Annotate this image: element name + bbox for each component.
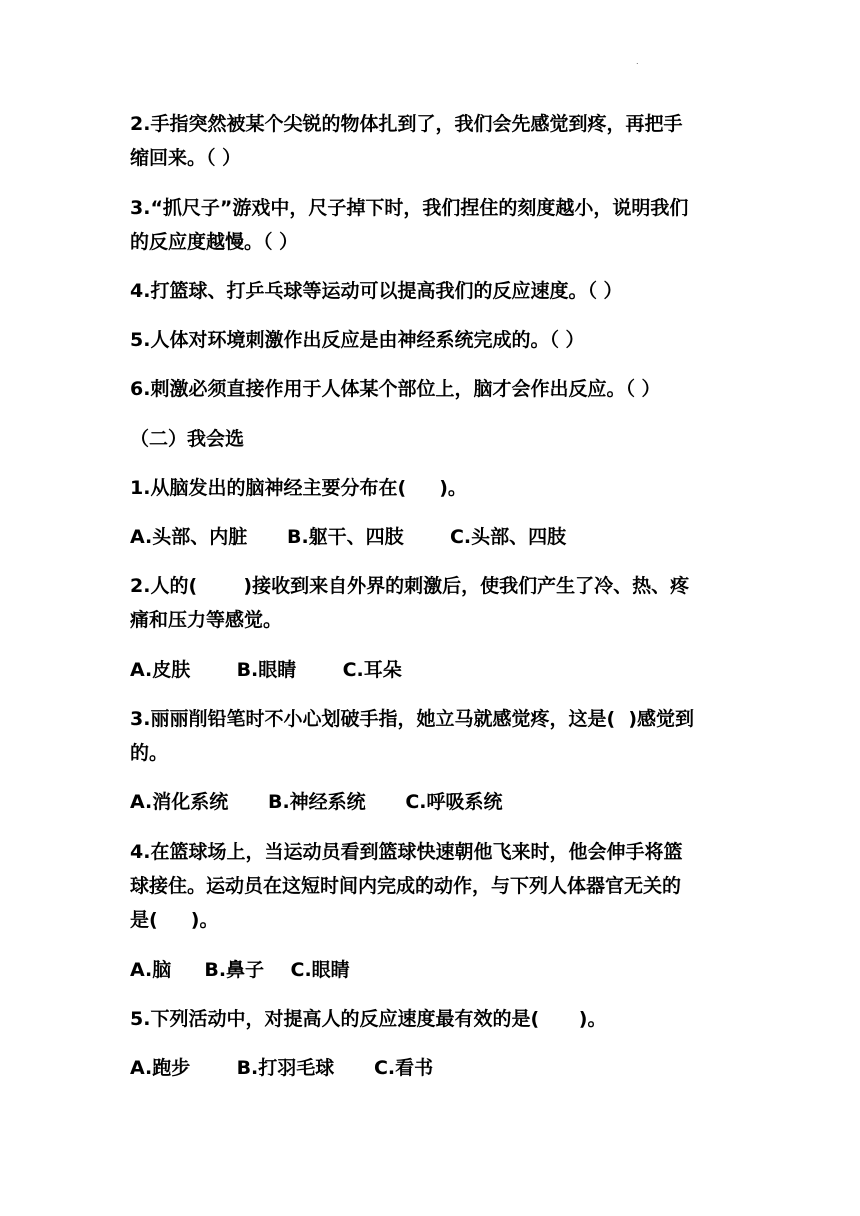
choice-question-1-options: A.头部、内脏 B.躯干、四肢 C.头部、四肢 [130, 526, 567, 548]
question-2-line-1: 2.手指突然被某个尖锐的物体扎到了，我们会先感觉到疼，再把手 [130, 113, 683, 135]
choice-question-5-options: A.跑步 B.打羽毛球 C.看书 [130, 1057, 434, 1079]
corner-mark: . [636, 57, 639, 66]
question-5: 5.人体对环境刺激作出反应是由神经系统完成的。（ ） [130, 329, 585, 351]
choice-question-3-options: A.消化系统 B.神经系统 C.呼吸系统 [130, 791, 503, 813]
choice-question-3-line-1: 3.丽丽削铅笔时不小心划破手指，她立马就感觉疼，这是( )感觉到 [130, 708, 695, 730]
choice-question-4-line-1: 4.在篮球场上，当运动员看到篮球快速朝他飞来时，他会伸手将篮 [130, 841, 683, 863]
choice-question-4-line-2: 球接住。运动员在这短时间内完成的动作，与下列人体器官无关的 [130, 875, 682, 897]
choice-question-1: 1.从脑发出的脑神经主要分布在( )。 [130, 477, 467, 499]
choice-question-3-line-2: 的。 [130, 742, 169, 764]
question-4: 4.打篮球、打乒乓球等运动可以提高我们的反应速度。（ ） [130, 280, 623, 302]
question-6: 6.刺激必须直接作用于人体某个部位上，脑才会作出反应。（ ） [130, 378, 661, 400]
choice-question-5: 5.下列活动中，对提高人的反应速度最有效的是( )。 [130, 1008, 607, 1030]
question-2-line-2: 缩回来。（ ） [130, 147, 242, 169]
choice-question-2-line-2: 痛和压力等感觉。 [130, 609, 283, 631]
choice-question-2-line-1: 2.人的( )接收到来自外界的刺激后，使我们产生了冷、热、疼 [130, 575, 690, 597]
choice-question-4-options: A.脑 B.鼻子 C.眼睛 [130, 959, 350, 981]
section-heading: （二）我会选 [130, 428, 245, 450]
choice-question-2-options: A.皮肤 B.眼睛 C.耳朵 [130, 659, 402, 681]
question-3-line-2: 的反应度越慢。（ ） [130, 231, 299, 253]
question-3-line-1: 3.“抓尺子”游戏中，尺子掉下时，我们捏住的刻度越小，说明我们 [130, 197, 689, 219]
choice-question-4-line-3: 是( )。 [130, 909, 219, 931]
